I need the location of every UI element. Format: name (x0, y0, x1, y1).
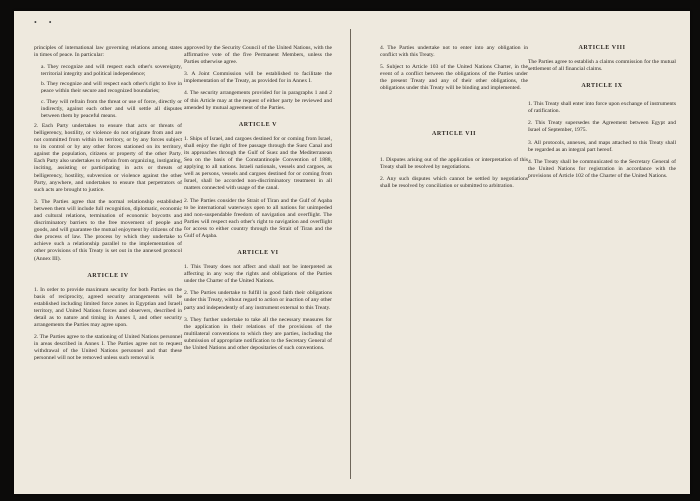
clause-a: a. They recognize and will respect each other's sovereignty, territorial integrity and political independence; (41, 64, 182, 78)
article-heading: ARTICLE VII (431, 130, 477, 137)
column-2 (184, 45, 332, 357)
paragraph: approved by the Security Council of the United Nations, with the affirmative vote of the five Permanent Members, unless the Parties otherwise agree. (184, 45, 332, 66)
paragraph: 4. The Treaty shall be communicated to the Secretary General of the United Nations for registration in accordance with the provisions of Article 102 of the Charter of the United Nations. (528, 158, 676, 179)
clause-c: c. They will refrain from the threat or use of force, directly or indirectly, against each other and will settle all disputes between them by peaceful means. (41, 98, 182, 119)
paragraph: 1. This Treaty shall enter into force upon exchange of instruments of ratification. (528, 101, 676, 115)
paragraph: 2. Any such disputes which cannot be settled by negotiations shall be resolved by conciliation or submitted to arbitration. (380, 175, 528, 189)
paragraph: 1. Disputes arising out of the application or interpretation of this Treaty shall be resolved by negotiations. (380, 156, 528, 170)
paragraph: 2. The Parties agree to the stationing of United Nations personnel in areas described in Annex I. The Parties agree not to request withdrawal of the United Nations personnel and that these personnel will not be removed unless such removal is (34, 334, 182, 362)
paragraph: 1. Ships of Israel, and cargoes destined for or coming from Israel, shall enjoy the right of free passage through the Suez Canal and its approaches through the Gulf of Suez and the Mediterranean Sea on the basis of the Constantinople Convention of 1888, applying to all nations. Israeli nationals, vessels and cargoes, as well as persons, vessels and cargoes destined for or coming from Israel, shall be accorded non-discriminatory treatment in all matters connected with usage of the canal. (184, 135, 332, 192)
paragraph: 2. The Parties undertake to fulfill in good faith their obligations under this Treaty, without regard to action or inaction of any other party and independently of any instrument external to this Treaty. (184, 290, 332, 311)
paragraph: principles of international law governing relations among states in times of peace. In particular: (34, 45, 182, 59)
article-heading: ARTICLE V (238, 121, 278, 128)
clause-b: b. They recognize and will respect each other's right to live in peace within their secure and recognized boundaries; (41, 81, 182, 95)
paragraph: 1. In order to provide maximum security for both Parties on the basis of reciprocity, agreed security arrangements will be established including limited force zones in Egyptian and Israeli territory, and United Nations forces and observers, described in detail as to nature and timing in Annex I, and other security arrangements the Parties may agree upon. (34, 286, 182, 329)
document-sheet (14, 11, 690, 494)
paragraph: 2. This Treaty supersedes the Agreement between Egypt and Israel of September, 1975. (528, 120, 676, 134)
page-fold-divider (350, 29, 351, 479)
paragraph: 5. Subject to Article 103 of the United Nations Charter, in the event of a conflict between the obligations of the Parties under the present Treaty and any of their other obligations, the obligations under this Treaty will be binding and implemented. (380, 64, 528, 92)
paragraph: 3. A Joint Commission will be established to facilitate the implementation of the Treaty, as provided for in Annex I. (184, 71, 332, 85)
paragraph: 2. Each Party undertakes to ensure that acts or threats of belligerency, hostility, or violence do not originate from and are not committed from within its territory, or by any forces subject to its control or by any other forces stationed on its territory, against the population, citizens or property of the other Party. Each Party also undertakes to refrain from organizing, instigating, inciting, assisting or participating in acts or threats of belligerency, hostility, subversion or violence against the other Party, anywhere, and undertakes to ensure that perpetrators of such acts are brought to justice. (34, 122, 182, 193)
paragraph: 2. The Parties consider the Strait of Tiran and the Gulf of Aqaba to be international waterways open to all nations for unimpeded and non-suspendable freedom of navigation and overflight. The Parties will respect each other's right to navigation and overflight for access to either country through the Strait of Tiran and the Gulf of Aqaba. (184, 197, 332, 239)
left-page (14, 11, 350, 494)
article-heading: ARTICLE IV (87, 272, 129, 279)
article-heading: ARTICLE VIII (578, 45, 626, 51)
column-4 (528, 45, 676, 185)
article-heading: ARTICLE VI (237, 250, 279, 257)
page-mark: • • (34, 18, 57, 27)
paragraph: 1. This Treaty does not affect and shall not be interpreted as affecting in any way the rights and obligations of the Parties under the Charter of the United Nations. (184, 264, 332, 285)
article-heading: ARTICLE IX (581, 83, 623, 90)
paragraph: 4. The Parties undertake not to enter into any obligation in conflict with this Treaty. (380, 45, 528, 59)
paragraph: 3. All protocols, annexes, and maps attached to this Treaty shall be regarded as an integral part hereof. (528, 139, 676, 153)
right-page (352, 11, 690, 494)
paragraph: 3. They further undertake to take all the necessary measures for the application in their relations of the provisions of the multilateral conventions to which they are parties, including the submission of appropriate notification to the Secretary General of the United Nations and other depositaries of such conventions. (184, 316, 332, 351)
column-1 (34, 45, 182, 368)
paragraph: 3. The Parties agree that the normal relationship established between them will include full recognition, diplomatic, economic and cultural relations, termination of economic boycotts and discriminatory barriers to the free movement of people and goods, and will guarantee the mutual enjoyment by citizens of the due process of law. The process by which they undertake to achieve such a relationship parallel to the implementation of other provisions of this Treaty is set out in the annexed protocol (Annex III). (34, 198, 182, 262)
column-3 (380, 45, 528, 195)
paragraph: 4. The security arrangements provided for in paragraphs 1 and 2 of this Article may at the request of either party be reviewed and amended by mutual agreement of the Parties. (184, 90, 332, 111)
paragraph: The Parties agree to establish a claims commission for the mutual settlement of all financial claims. (528, 59, 676, 73)
